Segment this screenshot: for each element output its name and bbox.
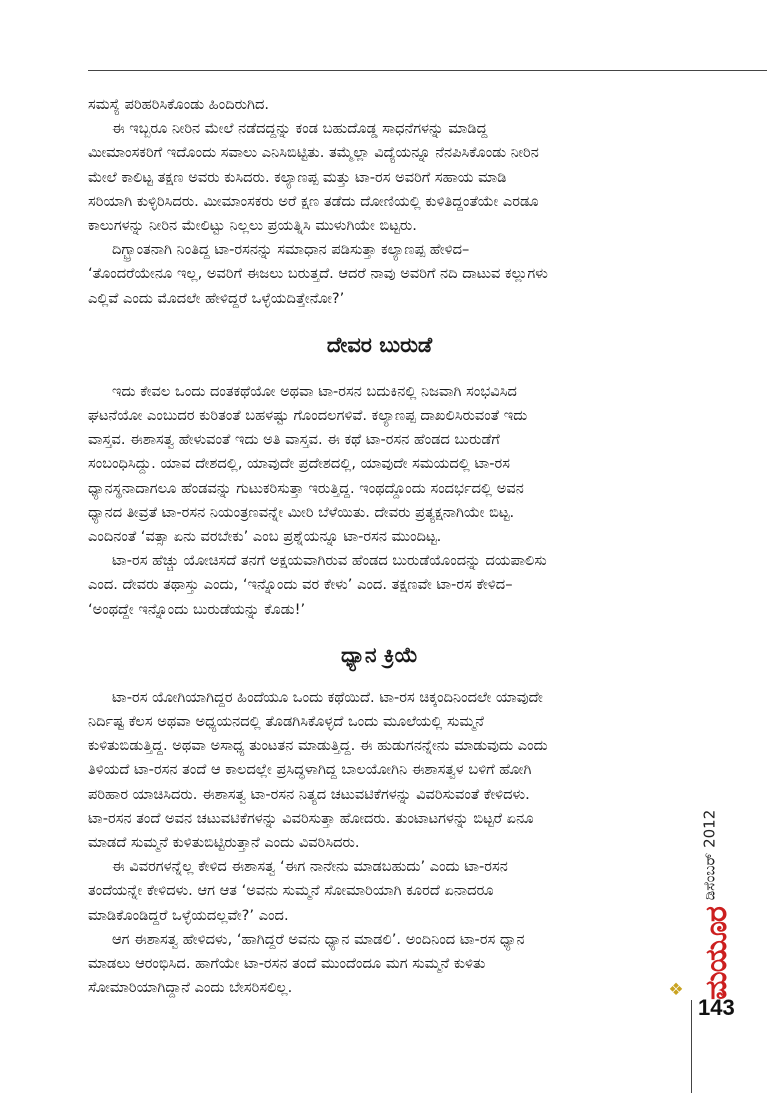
page-number: 143 [698,995,735,1020]
text-line: ತಿಳಿಯದೆ ಟಾ-ರಸನ ತಂದೆ ಆ ಕಾಲದಲ್ಲೇ ಪ್ರಸಿದ್ಧಳಾಗಿದ್ದ ಬಾಲಯೋಗಿನಿ ಈಶಾಸತ್ವಳ ಬಳಿಗೆ ಹೋಗಿ [88,761,532,779]
magazine-logo: ಮಯೂರ [698,906,734,1000]
text-line: ತಂದೆಯನ್ನೇ ಕೇಳಿದಳು. ಆಗ ಆತ ‘ಅವನು ಸುಮ್ಮನೆ ಸೋಮಾರಿಯಾಗಿ ಕೂರದೆ ಏನಾದರೂ [88,882,494,900]
text-line: ಧ್ಯಾನದ ತೀವ್ರತೆ ಟಾ-ರಸನ ನಿಯಂತ್ರಣವನ್ನೇ ಮೀರಿ ಬೆಳೆಯಿತು. ದೇವರು ಪ್ರತ್ಯಕ್ಷನಾಗಿಯೇ ಬಿಟ್ಟ. [88,503,515,521]
top-rule [88,70,767,71]
text-line: ಪರಿಹಾರ ಯಾಚಿಸಿದರು. ಈಶಾಸತ್ವ ಟಾ-ರಸನ ನಿತ್ಯದ ಚಟುವಟಿಕೆಗಳನ್ನು ವಿವರಿಸುವಂತೆ ಕೇಳಿದಳು. [88,785,530,803]
text-line: ಮೀಮಾಂಸಕರಿಗೆ ಇದೊಂದು ಸವಾಲು ಎನಿಸಿಬಿಟ್ಟಿತು. ತಮ್ಮೆಲ್ಲಾ ವಿದ್ಯೆಯನ್ನೂ ನೆನಪಿಸಿಕೊಂಡು ನೀರಿನ [88,144,539,162]
text-line: ಟಾ-ರಸ ಹೆಚ್ಚು ಯೋಚಿಸದೆ ತನಗೆ ಅಕ್ಷಯವಾಗಿರುವ ಹೆಂಡದ ಬುರುಡೆಯೊಂದನ್ನು ದಯಪಾಲಿಸು [112,552,547,570]
text-line: ಸೋಮಾರಿಯಾಗಿದ್ದಾನೆ ಎಂದು ಬೇಸರಿಸಲಿಲ್ಲ. [88,979,293,997]
text-line: ಎಂದ. ದೇವರು ತಥಾಸ್ತು ಎಂದು, ‘ಇನ್ನೊಂದು ವರ ಕೇಳು’ ಎಂದ. ತಕ್ಷಣವೇ ಟಾ-ರಸ ಕೇಳಿದ– [88,576,513,594]
text-line: ‘ತೊಂದರೆಯೇನೂ ಇಲ್ಲ, ಅವರಿಗೆ ಈಜಲು ಬರುತ್ತದೆ. ಆದರೆ ನಾವು ಅವರಿಗೆ ನದಿ ದಾಟುವ ಕಲ್ಲುಗಳು [88,265,548,283]
magazine-logo-vertical [689,906,743,1000]
text-line: ಕಾಲುಗಳನ್ನು ನೀರಿನ ಮೇಲಿಟ್ಟು ನಿಲ್ಲಲು ಪ್ರಯತ್ನಿಸಿ ಮುಳುಗಿಯೇ ಬಿಟ್ಟರು. [88,217,417,235]
text-line: ವಾಸ್ತವ. ಈಶಾಸತ್ವ ಹೇಳುವಂತೆ ಇದು ಅತಿ ವಾಸ್ತವ. ಈ ಕಥೆ ಟಾ-ರಸನ ಹೆಂಡದ ಬುರುಡೆಗೆ [88,431,500,449]
text-line: ‘ಅಂಥದ್ದೇ ಇನ್ನೊಂದು ಬುರುಡೆಯನ್ನು ಕೊಡು!’ [88,600,306,618]
text-line: ಈ ಇಬ್ಬರೂ ನೀರಿನ ಮೇಲೆ ನಡೆದದ್ದನ್ನು ಕಂಡ ಬಹುದೊಡ್ಡ ಸಾಧನೆಗಳನ್ನು ಮಾಡಿದ್ದ [112,120,488,138]
article-column [88,93,671,1001]
text-line: ನಿರ್ದಿಷ್ಟ ಕೆಲಸ ಅಥವಾ ಅಧ್ಯಯನದಲ್ಲಿ ತೊಡಗಿಸಿಕೊಳ್ಳದೆ ಒಂದು ಮೂಲೆಯಲ್ಲಿ ಸುಮ್ಮನೆ [88,713,484,731]
text-line: ಸಮಸ್ಯೆ ಪರಿಹರಿಸಿಕೊಂಡು ಹಿಂದಿರುಗಿದ. [88,96,270,113]
four-petal-diamond-icon: ❖ [668,980,684,1000]
text-line: ಇದು ಕೇವಲ ಒಂದು ದಂತಕಥೆಯೋ ಅಥವಾ ಟಾ-ರಸನ ಬದುಕಿನಲ್ಲಿ ನಿಜವಾಗಿ ಸಂಭವಿಸಿದ [112,382,517,400]
text-line: ಸರಿಯಾಗಿ ಕುಳ್ಳಿರಿಸಿದರು. ಮೀಮಾಂಸಕರು ಅರೆ ಕ್ಷಣ ತಡೆದು ದೋಣಿಯಲ್ಲಿ ಕುಳಿತಿದ್ದಂತೆಯೇ ಎರಡೂ [88,192,539,210]
text-line: ಧ್ಯಾನಸ್ಥನಾದಾಗಲೂ ಹೆಂಡವನ್ನು ಗುಟುಕರಿಸುತ್ತಾ ಇರುತ್ತಿದ್ದ. ಇಂಥದ್ದೊಂದು ಸಂದರ್ಭದಲ್ಲಿ ಅವನ [88,479,524,497]
text-line: ಎಲ್ಲಿವೆ ಎಂದು ಮೊದಲೇ ಹೇಳಿದ್ದರೆ ಒಳ್ಳೆಯದಿತ್ತೇನೋ?’ [88,289,345,307]
paragraph-group-1 [88,93,671,311]
text-line: ಮಾಡಲು ಆರಂಭಿಸಿದ. ಹಾಗೆಯೇ ಟಾ-ರಸನ ತಂದೆ ಮುಂದೆಂದೂ ಮಗ ಸುಮ್ಮನೆ ಕುಳಿತು [88,955,486,973]
paragraph-group-2 [88,380,671,622]
text-line: ಮಾಡದೆ ಸುಮ್ಮನೆ ಕುಳಿತುಬಿಟ್ಟಿರುತ್ತಾನೆ ಎಂದು ವಿವರಿಸಿದರು. [88,834,360,852]
section-heading-devara-burude: ದೇವರ ಬುರುಡೆ [326,332,433,357]
text-line: ಸಂಬಂಧಿಸಿದ್ದು. ಯಾವ ದೇಶದಲ್ಲಿ, ಯಾವುದೇ ಪ್ರದೇಶದಲ್ಲಿ, ಯಾವುದೇ ಸಮಯದಲ್ಲಿ ಟಾ-ರಸ [88,455,510,473]
text-line: ಘಟನೆಯೋ ಎಂಬುದರ ಕುರಿತಂತೆ ಬಹಳಷ್ಟು ಗೊಂದಲಗಳಿವೆ. ಕಲ್ಯಾಣಪ್ಪ ದಾಖಲಿಸಿರುವಂತೆ ಇದು [88,407,528,425]
paragraph-group-3 [88,686,671,1001]
text-line: ಆಗ ಈಶಾಸತ್ವ ಹೇಳಿದಳು, ‘ಹಾಗಿದ್ದರೆ ಅವನು ಧ್ಯಾನ ಮಾಡಲಿ’. ಅಂದಿನಿಂದ ಟಾ-ರಸ ಧ್ಯಾನ [112,930,525,948]
text-line: ಈ ವಿವರಗಳನ್ನೆಲ್ಲ ಕೇಳಿದ ಈಶಾಸತ್ವ ‘ಈಗ ನಾನೇನು ಮಾಡಬಹುದು’ ಎಂದು ಟಾ-ರಸನ [112,858,508,876]
text-line: ಕುಳಿತುಬಿಡುತ್ತಿದ್ದ. ಅಥವಾ ಅಸಾಧ್ಯ ತುಂಟತನ ಮಾಡುತ್ತಿದ್ದ. ಈ ಹುಡುಗನನ್ನೇನು ಮಾಡುವುದು ಎಂದು [88,737,548,755]
text-line: ಟಾ-ರಸ ಯೋಗಿಯಾಗಿದ್ದರ ಹಿಂದೆಯೂ ಒಂದು ಕಥೆಯಿದೆ. ಟಾ-ರಸ ಚಿಕ್ಕಂದಿನಿಂದಲೇ ಯಾವುದೇ [112,688,543,706]
text-line: ದಿಗ್ಭ್ರಾಂತನಾಗಿ ನಿಂತಿದ್ದ ಟಾ-ರಸನನ್ನು ಸಮಾಧಾನ ಪಡಿಸುತ್ತಾ ಕಲ್ಯಾಣಪ್ಪ ಹೇಳಿದ– [112,241,470,259]
issue-date: ಡಿಸೆಂಬರ್ 2012 [700,809,718,901]
text-line: ಮಾಡಿಕೊಂಡಿದ್ದರೆ ಒಳ್ಳೆಯದಲ್ಲವೇ?’ ಎಂದ. [88,906,289,924]
section-heading-dhyana-kriye: ಧ್ಯಾನ ಕ್ರಿಯೆ [341,642,418,667]
text-line: ಎಂದಿನಂತೆ ‘ವತ್ಸಾ ಏನು ವರಬೇಕು’ ಎಂಬ ಪ್ರಶ್ನೆಯನ್ನೂ ಟಾ-ರಸನ ಮುಂದಿಟ್ಟ. [88,528,442,546]
text-line: ಮೇಲೆ ಕಾಲಿಟ್ಟ ತಕ್ಷಣ ಅವರು ಕುಸಿದರು. ಕಲ್ಯಾಣಪ್ಪ ಮತ್ತು ಟಾ-ರಸ ಅವರಿಗೆ ಸಹಾಯ ಮಾಡಿ [88,168,507,186]
text-line: ಟಾ-ರಸನ ತಂದೆ ಅವನ ಚಟುವಟಿಕೆಗಳನ್ನು ವಿವರಿಸುತ್ತಾ ಹೋದರು. ತುಂಟಾಟಗಳನ್ನು ಬಿಟ್ಟರೆ ಏನೂ [88,809,534,827]
